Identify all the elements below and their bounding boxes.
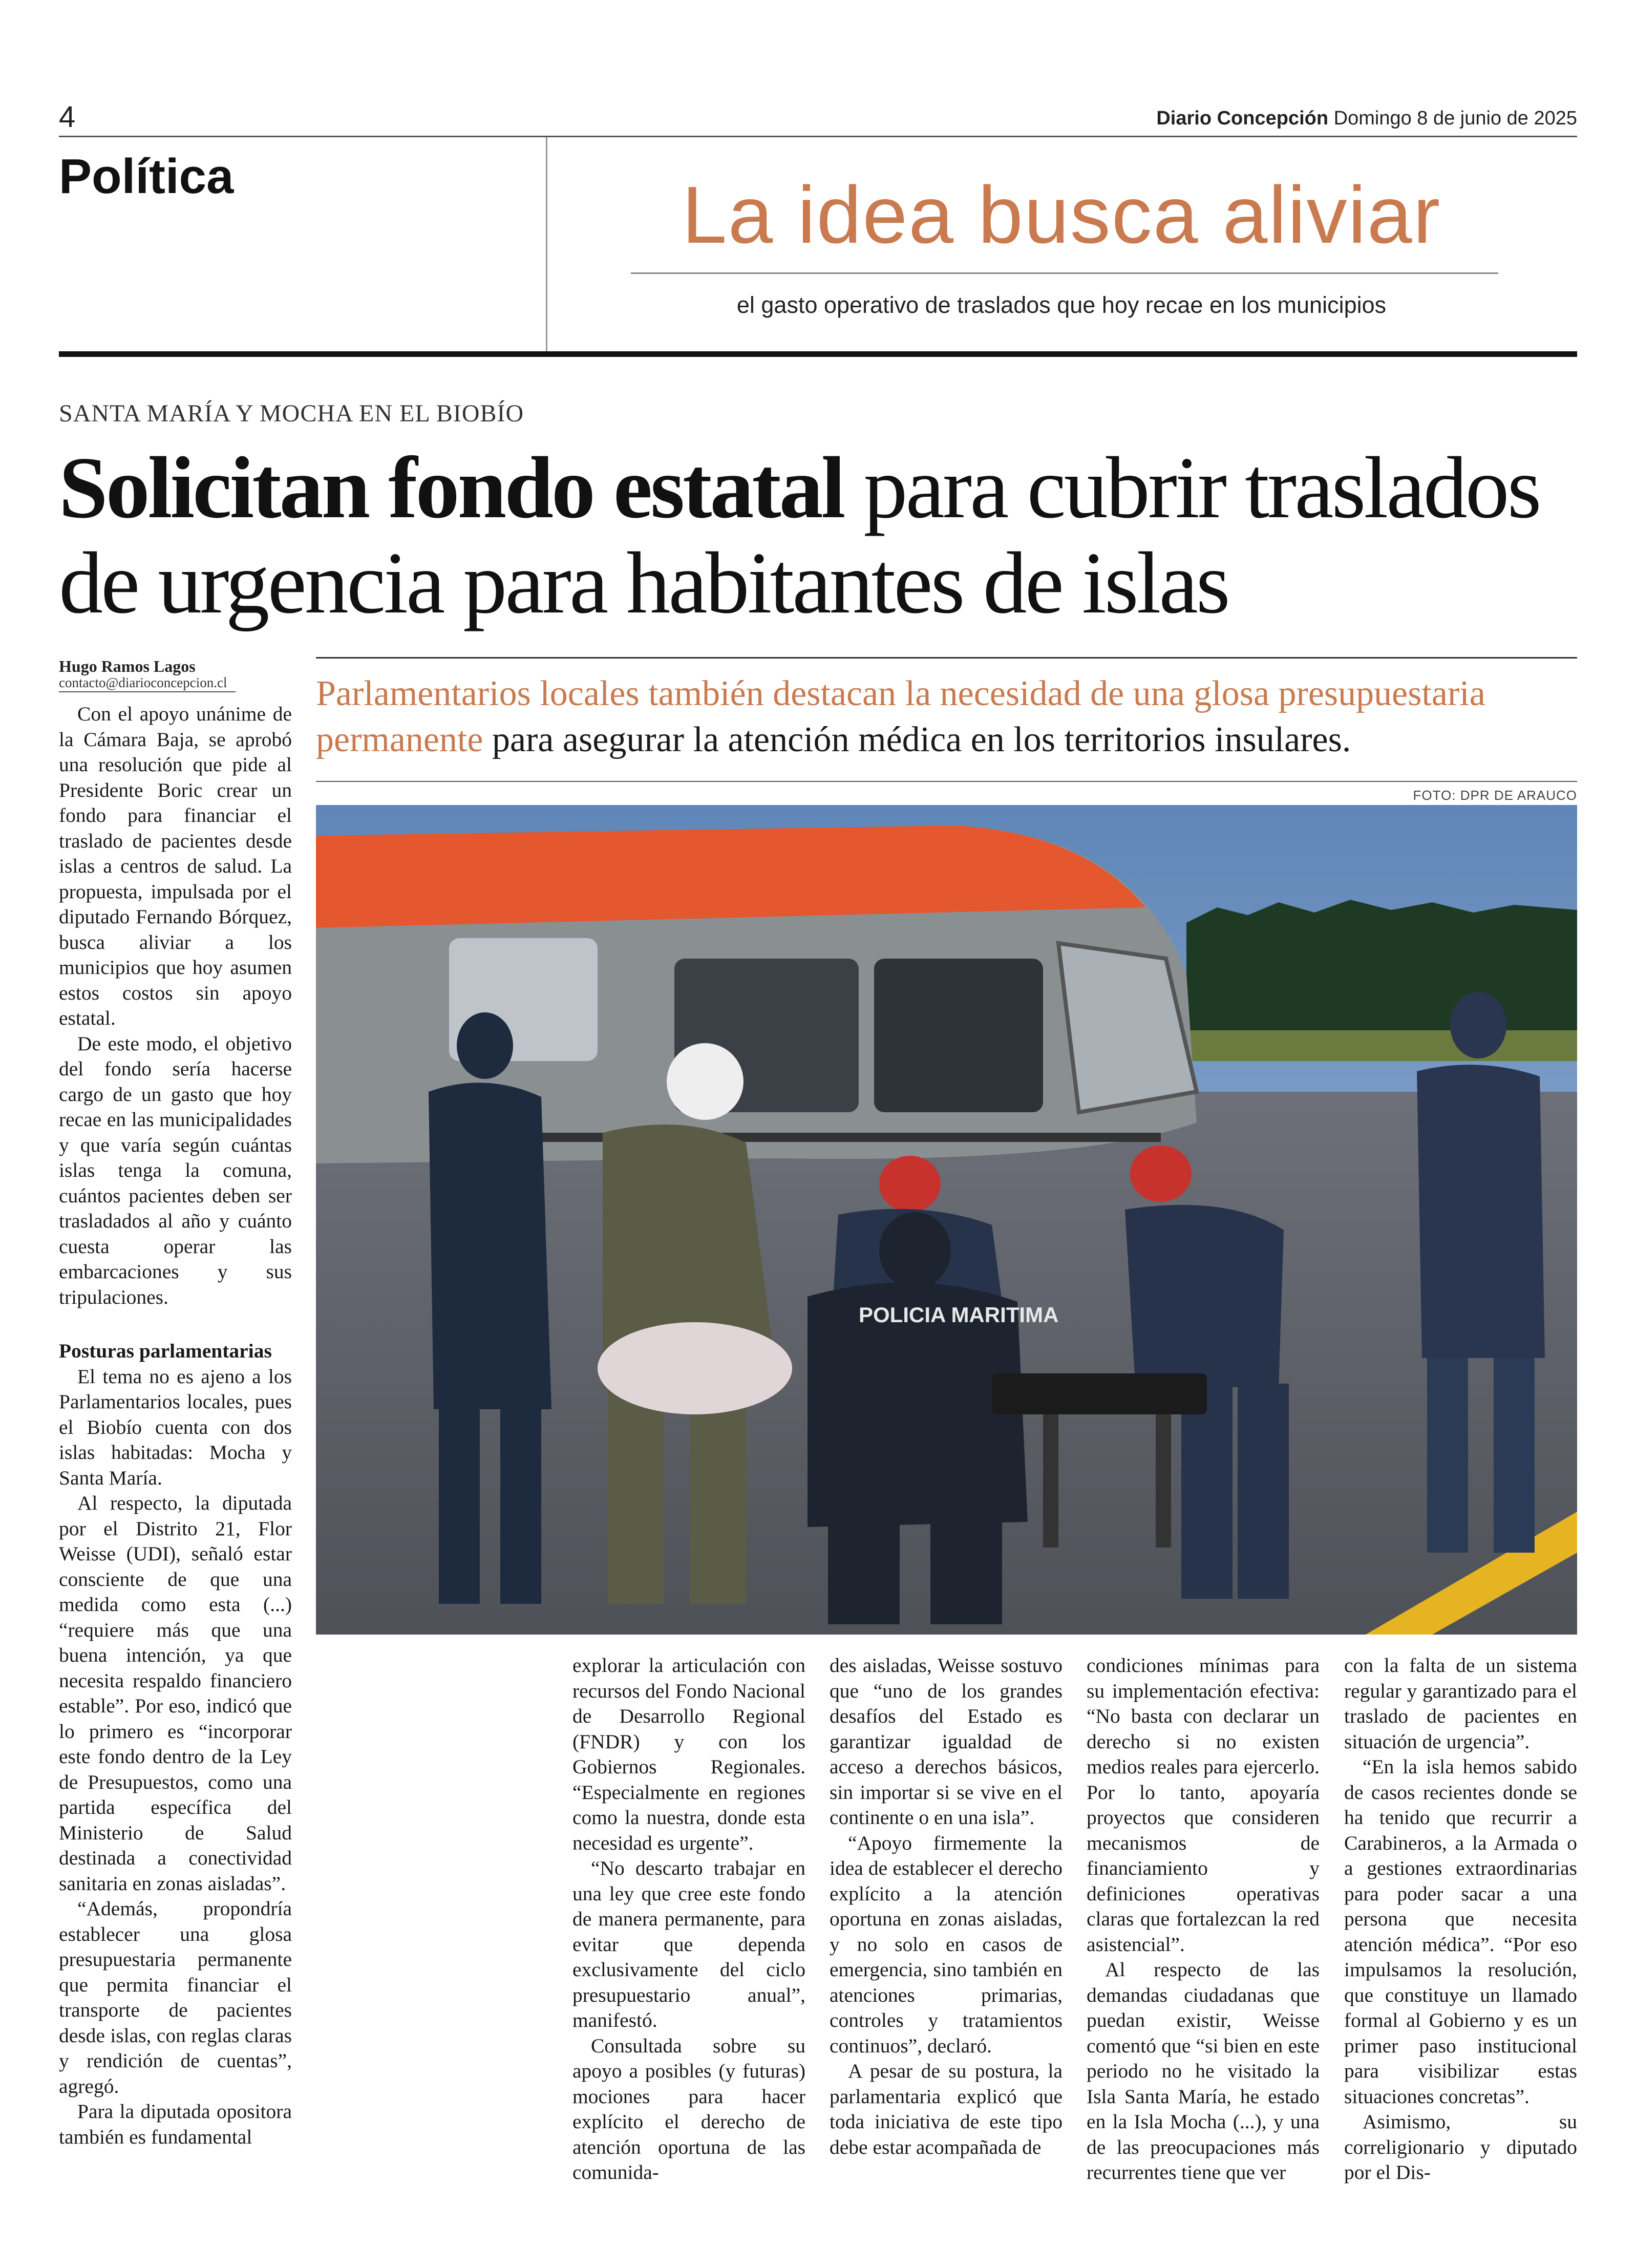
paragraph: Consultada sobre su apoyo a posibles (y futuras) mociones para hacer explícito el derecho de atención oportuna de las comunida- (572, 2034, 805, 2184)
kicker-rule (631, 272, 1498, 274)
byline-author: Hugo Ramos Lagos (59, 657, 196, 675)
photo-credit: FOTO: DPR DE ARAUCO (1413, 788, 1577, 803)
body-column-2 (572, 1653, 805, 2186)
deck-accent: Parlamentarios locales también destacan la necesidad de una glosa presupuestaria permanente (316, 674, 1485, 759)
body-column-5 (1344, 1653, 1577, 2186)
paragraph: A pesar de su postura, la parlamentaria explicó que toda iniciativa de este tipo debe estar acompañada de (830, 2060, 1063, 2158)
paragraph: Con el apoyo unánime de la Cámara Baja, se aprobó una resolución que pide al Presidente Boric crear un fondo para financiar el traslado de pacientes desde islas a centros de salud. La propuesta, impulsada por el diputado Fernando Bórquez, busca aliviar a los municipios que hoy asumen estos costos sin apoyo estatal. (59, 703, 292, 1029)
deck-rule-top (316, 657, 1577, 659)
helicopter-rescue-illustration (316, 805, 1577, 1635)
paragraph: condiciones mínimas para su implementación efectiva: “No basta con declarar un derecho si no existen medios reales para ejercerlo. Por lo tanto, apoyaría proyectos que consideren mecanismos de financiamiento y definiciones operativas claras que fortalezcan la red asistencial”. (1087, 1654, 1320, 1956)
header-thick-rule (59, 351, 1577, 357)
paragraph: Al respecto, la diputada por el Distrito 21, Flor Weisse (UDI), señaló estar consciente de que una medida como esta (...) “requiere más que una buena intención, ya que necesita respaldo financiero estable”. Por eso, indicó que lo primero es “incorporar este fondo dentro de la Ley de Presupuestos, como una partida específica del Ministerio de Salud destinada a conectividad sanitaria en zonas aisladas”. (59, 1492, 292, 1895)
paragraph: explorar la articulación con recursos del Fondo Nacional de Desarrollo Regional (FNDR) y con los Gobiernos Regionales. “Especialmente en regiones como la nuestra, donde esta necesidad es urgente”. (572, 1654, 805, 1854)
article-deck (316, 671, 1577, 763)
byline-rule (59, 691, 236, 692)
section-name: Política (59, 149, 234, 204)
paragraph: “No descarto trabajar en una ley que cree este fondo de manera permanente, para evitar que dependa exclusivamente del ciclo presupuestario anual”, manifestó. (572, 1857, 805, 2031)
paragraph: El tema no es ajeno a los Parlamentarios locales, pues el Biobío cuenta con dos islas habitadas: Mocha y Santa María. (59, 1365, 292, 1489)
top-rule (59, 136, 1577, 137)
paragraph: des aisladas, Weisse sostuvo que “uno de los grandes desafíos del Estado es garantizar igualdad de acceso a derechos básicos, sin importar si se vive en el continente o en una isla”. (830, 1654, 1063, 1829)
subheading: Posturas parlamentarias (59, 1340, 272, 1362)
kicker-subtitle: el gasto operativo de traslados que hoy recae en los municipios (736, 292, 1387, 318)
publication-date: Domingo 8 de junio de 2025 (1333, 108, 1577, 129)
article-photo (316, 805, 1577, 1635)
newspaper-name: Diario Concepción (1156, 108, 1329, 129)
paragraph: “Apoyo firmemente la idea de establecer el derecho explícito a la atención oportuna en zonas aisladas, y no solo en casos de emergencia, sino también en atenciones primarias, controles y tratamientos continuos”, declaró. (830, 1831, 1063, 2057)
masthead-info (1156, 108, 1577, 130)
deck-rule-bottom (316, 781, 1577, 782)
paragraph: “En la isla hemos sabido de casos recientes donde se ha tenido que recurrir a Carabineros, a la Armada o a gestiones extraordinarias para poder sacar a una persona que necesita atención médica”. “Por eso impulsamos la resolución, que constituye un llamado formal al Gobierno y es un primer paso institucional para visibilizar estas situaciones concretas”. (1344, 1755, 1577, 2108)
vest-label: POLICIA MARITIMA (859, 1303, 1059, 1327)
deck-rest: para asegurar la atención médica en los territorios insulares. (483, 720, 1351, 759)
body-column-3 (830, 1653, 1063, 2160)
headline-rest: para cubrir traslados de urgencia para habitantes de islas (59, 439, 1540, 632)
paragraph: Para la diputada opositora también es fundamental (59, 2100, 292, 2148)
paragraph: Asimismo, su correligionario y diputado por el Dis- (1344, 2110, 1577, 2184)
kicker-title: La idea busca aliviar (682, 170, 1441, 260)
article-headline (59, 440, 1590, 631)
body-column-4 (1087, 1653, 1320, 2186)
body-column-1 (59, 702, 292, 2150)
headline-bold: Solicitan fondo estatal (59, 439, 844, 537)
byline-email: contacto@diarioconcepcion.cl (59, 675, 227, 690)
page-number: 4 (59, 100, 76, 134)
paragraph: con la falta de un sistema regular y garantizado para el traslado de pacientes en situación de urgencia”. (1344, 1654, 1577, 1753)
paragraph: De este modo, el objetivo del fondo sería hacerse cargo de un gasto que hoy recae en las municipalidades y que varía según cuántas islas tenga la comuna, cuántos pacientes deben ser trasladados al año y cuánto cuesta operar las embarcaciones y sus tripulaciones. (59, 1032, 292, 1308)
article-overline: SANTA MARÍA Y MOCHA EN EL BIOBÍO (59, 400, 524, 427)
paragraph: Al respecto de las demandas ciudadanas que puedan existir, Weisse comentó que “si bien en este periodo no he visitado la Isla Santa María, he estado en la Isla Mocha (...), y una de las preocupaciones más recurrentes tiene que ver (1087, 1958, 1320, 2184)
paragraph: “Además, propondría establecer una glosa presupuestaria permanente que permita financiar el transporte de pacientes desde islas, con reglas claras y rendición de cuentas”, agregó. (59, 1897, 292, 2097)
